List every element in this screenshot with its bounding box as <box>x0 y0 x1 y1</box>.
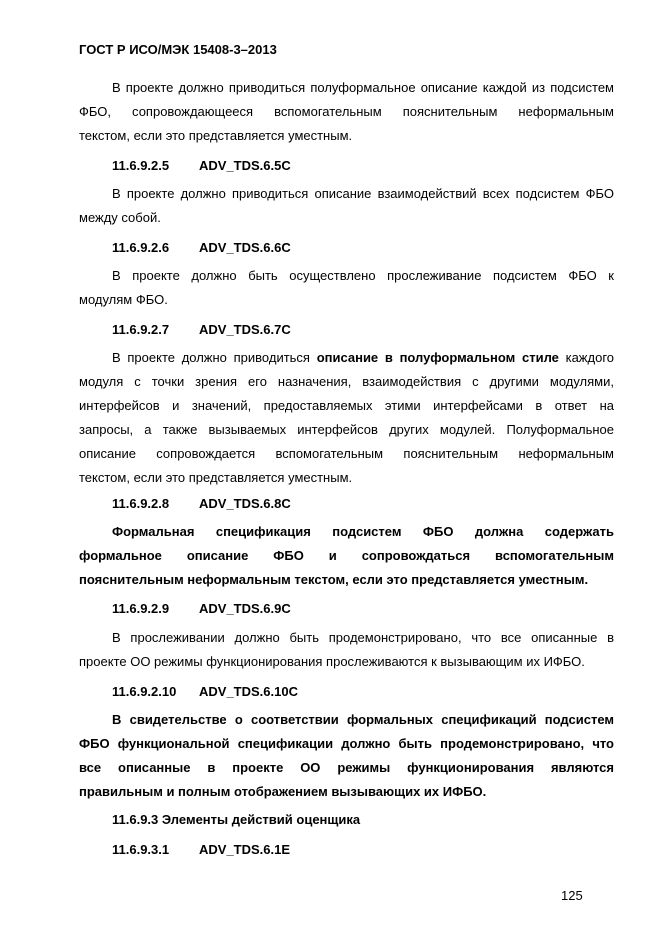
section-code: ADV_TDS.6.6C <box>199 240 291 255</box>
text-line: проекте ОО режимы функционирования прослеживаются к вызывающим их ИФБО. <box>79 654 585 669</box>
section-code: ADV_TDS.6.7C <box>199 322 291 337</box>
text-line: все описанные в проекте ОО режимы функционирования являются <box>79 760 614 775</box>
text-line: В проекте должно приводиться описание взаимодействий всех подсистем ФБО <box>112 186 614 201</box>
paragraph-module-description <box>79 346 614 490</box>
section-heading-6-7c <box>112 322 291 337</box>
text-run-bold: описание в полуформальном стиле <box>316 350 559 365</box>
section-number: 11.6.9.2.7 <box>112 322 170 337</box>
text-line: модуля с точки зрения его назначения, взаимодействия с другими модулями, <box>79 374 614 389</box>
section-heading-evaluator-actions: 11.6.9.3 Элементы действий оценщика <box>112 812 361 827</box>
section-heading-6-1e <box>112 842 290 857</box>
section-code: ADV_TDS.6.10C <box>199 684 298 699</box>
text-line: В свидетельстве о соответствии формальных спецификаций подсистем <box>112 712 614 727</box>
text-line: модулям ФБО. <box>79 292 168 307</box>
page-number: 125 <box>561 888 583 903</box>
text-line: текстом, если это представляется уместным. <box>79 128 353 143</box>
text-line: правильным и полным отображением вызывающих их ИФБО. <box>79 784 487 799</box>
section-heading-6-8c <box>112 496 291 511</box>
text-line: запросы, а также вызываемых интерфейсов других модулей. Полуформальное <box>79 422 614 437</box>
text-line <box>79 346 614 370</box>
text-line: описание сопровождается вспомогательным пояснительным неформальным <box>79 446 614 461</box>
section-code: ADV_TDS.6.1E <box>199 842 291 857</box>
text-run: каждого <box>558 350 615 365</box>
section-number: 11.6.9.2.6 <box>112 240 170 255</box>
paragraph-subsystem-description <box>79 76 614 148</box>
section-number: 11.6.9.2.10 <box>112 684 177 699</box>
section-code: ADV_TDS.6.9C <box>199 601 291 616</box>
paragraph-formal-spec <box>79 520 614 592</box>
section-number: 11.6.9.3.1 <box>112 842 170 857</box>
text-line: пояснительным неформальным текстом, если это представляется уместным. <box>79 572 589 587</box>
text-line: ФБО, сопровождающееся вспомогательным пояснительным неформальным <box>79 104 614 119</box>
text-line: В проекте должно быть осуществлено прослеживание подсистем ФБО к <box>112 268 614 283</box>
text-line: формальное описание ФБО и сопровождаться вспомогательным <box>79 548 614 563</box>
section-number: 11.6.9.2.9 <box>112 601 170 616</box>
section-number: 11.6.9.2.5 <box>112 158 170 173</box>
section-heading-6-10c <box>112 684 298 699</box>
document-header: ГОСТ Р ИСО/МЭК 15408-3–2013 <box>79 42 277 57</box>
text-line: Формальная спецификация подсистем ФБО должна содержать <box>112 524 614 539</box>
section-code: ADV_TDS.6.8C <box>199 496 291 511</box>
text-line: В проекте должно приводиться полуформальное описание каждой из подсистем <box>112 80 614 95</box>
text-line: интерфейсов и значений, предоставляемых этими интерфейсами в ответ на <box>79 398 614 413</box>
text-line: В прослеживании должно быть продемонстрировано, что все описанные в <box>112 630 614 645</box>
section-heading-6-9c <box>112 601 291 616</box>
section-number: 11.6.9.2.8 <box>112 496 170 511</box>
text-line: ФБО функциональной спецификации должно быть продемонстрировано, что <box>79 736 614 751</box>
text-line: между собой. <box>79 210 161 225</box>
section-code: ADV_TDS.6.5C <box>199 158 291 173</box>
paragraph-tracing-demo <box>79 626 614 674</box>
paragraph-tracing <box>79 264 614 312</box>
section-heading-6-6c <box>112 240 291 255</box>
paragraph-evidence <box>79 708 614 804</box>
paragraph-interactions <box>79 182 614 230</box>
section-heading-6-5c <box>112 158 291 173</box>
text-run: В проекте должно приводиться <box>112 350 317 365</box>
text-line: текстом, если это представляется уместным. <box>79 470 353 485</box>
